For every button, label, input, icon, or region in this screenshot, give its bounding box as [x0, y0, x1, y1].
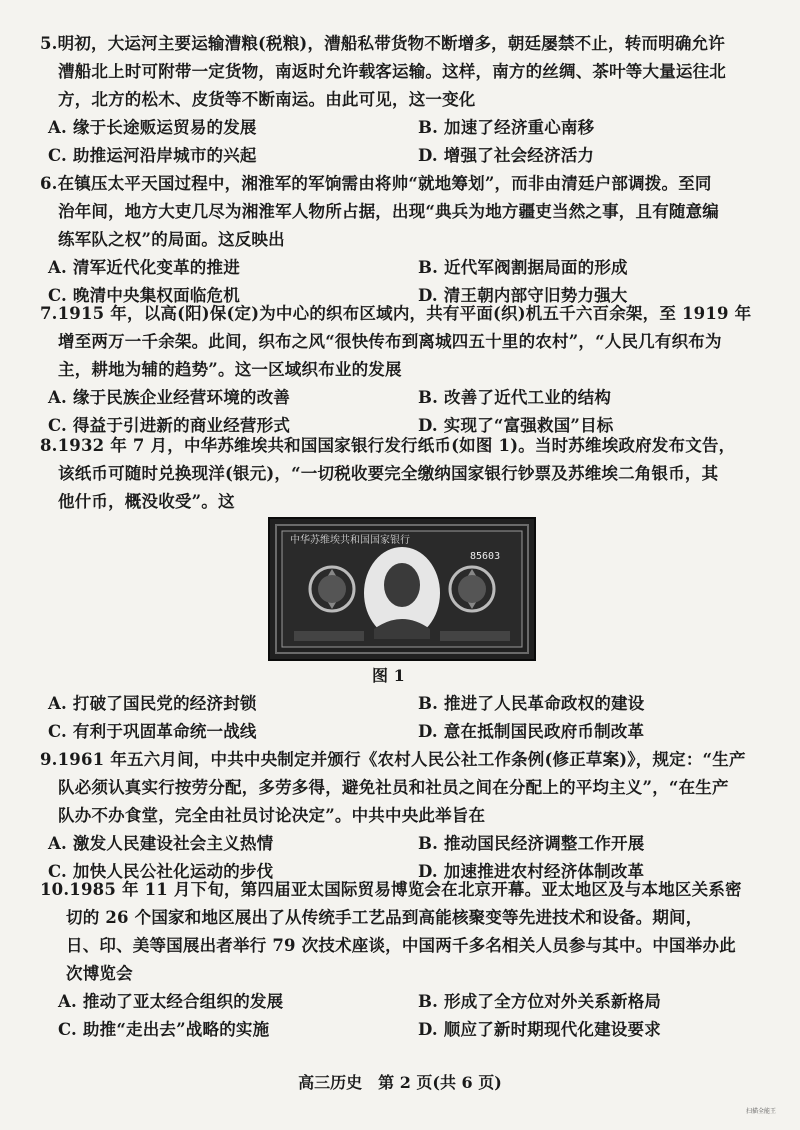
option-b: B. 推动国民经济调整工作开展 — [418, 834, 645, 853]
question-stem-line: 增至两万一千余架。此间，织布之风“很快传布到离城四五十里的农村”，“人民几有织布为 — [58, 332, 722, 351]
banknote-serial: 85603 — [470, 551, 501, 562]
question-7 — [40, 300, 770, 440]
question-stem-line: 方，北方的松木、皮货等不断南运。由此可见，这一变化 — [58, 90, 476, 109]
banknote-figure — [268, 517, 536, 661]
option-d: D. 清王朝内部守旧势力强大 — [418, 286, 628, 305]
question-stem-line: 7.1915 年，以高(阳)保(定)为中心的织布区域内，共有平面(织)机五千六百余架，至 1919 年 — [40, 304, 752, 323]
question-8-options — [40, 690, 770, 746]
question-stem-line: 他什币，概没收受”。这 — [58, 492, 235, 511]
figure-caption: 图 1 — [372, 666, 405, 685]
option-d: D. 顺应了新时期现代化建设要求 — [418, 1020, 661, 1039]
option-c: C. 加快人民公社化运动的步伐 — [48, 862, 274, 881]
option-a: A. 推动了亚太经合组织的发展 — [58, 992, 284, 1011]
option-c: C. 得益于引进新的商业经营形式 — [48, 416, 291, 435]
question-stem-line: 日、印、美等国展出者举行 79 次技术座谈，中国两千多名相关人员参与其中。中国举办此 — [66, 936, 736, 955]
question-8 — [40, 432, 770, 516]
option-a: A. 激发人民建设社会主义热情 — [48, 834, 274, 853]
question-6 — [40, 170, 770, 310]
option-d: D. 增强了社会经济活力 — [418, 146, 595, 165]
option-a: A. 打破了国民党的经济封锁 — [48, 694, 257, 713]
question-stem-line: 练军队之权”的局面。这反映出 — [58, 230, 285, 249]
option-a: A. 缘于长途贩运贸易的发展 — [48, 118, 257, 137]
page-footer: 高三历史 第 2 页(共 6 页) — [298, 1073, 502, 1092]
option-b: B. 加速了经济重心南移 — [418, 118, 595, 137]
option-d: D. 实现了“富强救国”目标 — [418, 416, 614, 435]
option-c: C. 晚清中央集权面临危机 — [48, 286, 240, 305]
option-a: A. 缘于民族企业经营环境的改善 — [48, 388, 290, 407]
question-stem-line: 切的 26 个国家和地区展出了从传统手工艺品到高能核聚变等先进技术和设备。期间， — [66, 908, 703, 927]
option-c: C. 助推运河沿岸城市的兴起 — [48, 146, 257, 165]
option-c: C. 助推“走出去”战略的实施 — [58, 1020, 270, 1039]
option-b: B. 近代军阀割据局面的形成 — [418, 258, 628, 277]
option-d: D. 意在抵制国民政府币制改革 — [418, 722, 645, 741]
question-stem-line: 8.1932 年 7 月，中华苏维埃共和国国家银行发行纸币(如图 1)。当时苏维埃政府发布文告， — [40, 436, 736, 455]
question-stem-line: 该纸币可随时兑换现洋(银元)，“一切税收要完全缴纳国家银行钞票及苏维埃二角银币，其 — [58, 464, 719, 483]
question-stem-line: 队必须认真实行按劳分配，多劳多得，避免社员和社员之间在分配上的平均主义”，“在生产 — [58, 778, 729, 797]
question-stem-line: 队办不办食堂，完全由社员讨论决定”。中共中央此举旨在 — [58, 806, 486, 825]
question-stem-line: 次博览会 — [66, 964, 133, 983]
question-stem-line: 治年间，地方大吏几尽为湘淮军人物所占据，出现“典兵为地方疆吏当然之事，且有随意编 — [58, 202, 719, 221]
question-5 — [40, 30, 770, 170]
banknote-image — [270, 519, 534, 659]
option-c: C. 有利于巩固革命统一战线 — [48, 722, 257, 741]
option-d: D. 加速推进农村经济体制改革 — [418, 862, 645, 881]
question-10 — [40, 876, 770, 1044]
question-stem-line: 10.1985 年 11 月下旬，第四届亚太国际贸易博览会在北京开幕。亚太地区及与本地区关系密 — [40, 880, 742, 899]
option-b: B. 改善了近代工业的结构 — [418, 388, 612, 407]
question-9 — [40, 746, 770, 886]
option-a: A. 清军近代化变革的推进 — [48, 258, 240, 277]
option-b: B. 推进了人民革命政权的建设 — [418, 694, 645, 713]
question-stem-line: 6.在镇压太平天国过程中，湘淮军的军饷需由将帅“就地筹划”，而非由清廷户部调拨。至同 — [40, 174, 712, 193]
question-stem-line: 5.明初，大运河主要运输漕粮(税粮)，漕船私带货物不断增多，朝廷屡禁不止，转而明确允许 — [40, 34, 725, 53]
option-b: B. 形成了全方位对外关系新格局 — [418, 992, 662, 1011]
question-stem-line: 主，耕地为辅的趋势”。这一区域织布业的发展 — [58, 360, 402, 379]
question-stem-line: 9.1961 年五六月间，中共中央制定并颁行《农村人民公社工作条例(修正草案)》，规定：“生产 — [40, 750, 746, 769]
scanner-watermark: 扫描全能王 — [746, 1108, 777, 1115]
banknote-header: 中华苏维埃共和国国家银行 — [290, 535, 410, 546]
question-stem-line: 漕船北上时可附带一定货物，南返时允许载客运输。这样，南方的丝绸、茶叶等大量运往北 — [58, 62, 726, 81]
